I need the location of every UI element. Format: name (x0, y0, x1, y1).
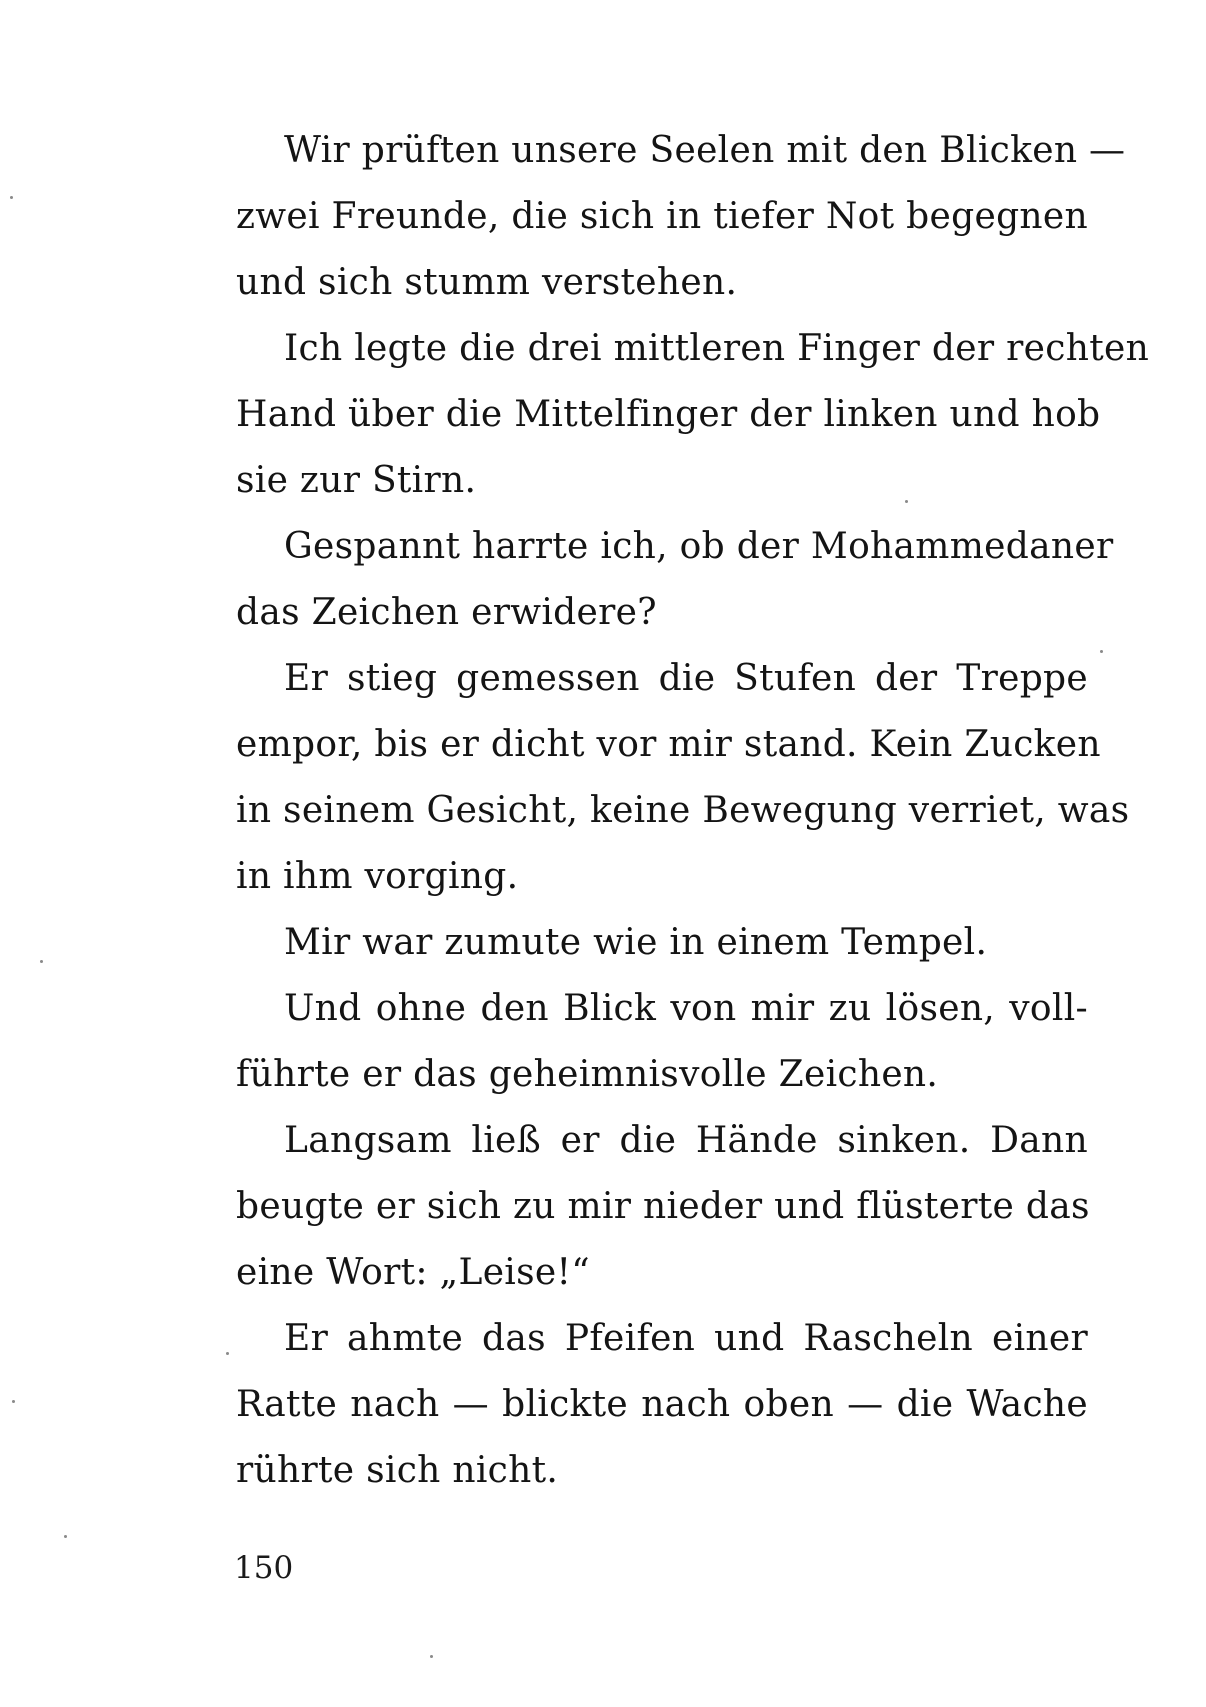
scan-speck (226, 1352, 229, 1355)
text-line: empor, bis er dicht vor mir stand. Kein Zucken (236, 724, 1101, 765)
scan-speck (905, 500, 908, 503)
text-line: Und ohne den Blick von mir zu lösen, voll- (284, 988, 1088, 1029)
text-line: Gespannt harrte ich, ob der Mohammedaner (284, 526, 1114, 567)
text-line: eine Wort: „Leise!“ (236, 1252, 590, 1293)
scan-speck (430, 1655, 433, 1658)
text-line: sie zur Stirn. (236, 460, 477, 501)
text-line: beugte er sich zu mir nieder und flüsterte das (236, 1186, 1090, 1227)
scan-speck (64, 1535, 67, 1538)
text-line: Ich legte die drei mittleren Finger der rechten (284, 328, 1150, 369)
text-line: führte er das geheimnisvolle Zeichen. (236, 1054, 939, 1095)
page-number: 150 (234, 1550, 294, 1586)
text-line: das Zeichen erwidere? (236, 592, 657, 633)
text-line: Er ahmte das Pfeifen und Rascheln einer (284, 1318, 1088, 1359)
scan-speck (40, 960, 43, 963)
text-line: Hand über die Mittelfinger der linken und hob (236, 394, 1101, 435)
scan-speck (10, 196, 13, 199)
text-line: zwei Freunde, die sich in tiefer Not begegnen (236, 196, 1088, 237)
text-line: und sich stumm verstehen. (236, 262, 738, 303)
text-line: Mir war zumute wie in einem Tempel. (284, 922, 988, 963)
text-line: Ratte nach — blickte nach oben — die Wache (236, 1384, 1088, 1425)
text-line: in ihm vorging. (236, 856, 519, 897)
text-line: Wir prüften unsere Seelen mit den Blicken — (284, 130, 1126, 171)
text-line: Er stieg gemessen die Stufen der Treppe (284, 658, 1088, 699)
scan-speck (12, 1400, 15, 1403)
text-line: Langsam ließ er die Hände sinken. Dann (284, 1120, 1088, 1161)
scan-speck (1100, 650, 1103, 653)
text-line: rührte sich nicht. (236, 1450, 559, 1491)
text-line: in seinem Gesicht, keine Bewegung verriet, was (236, 790, 1130, 831)
